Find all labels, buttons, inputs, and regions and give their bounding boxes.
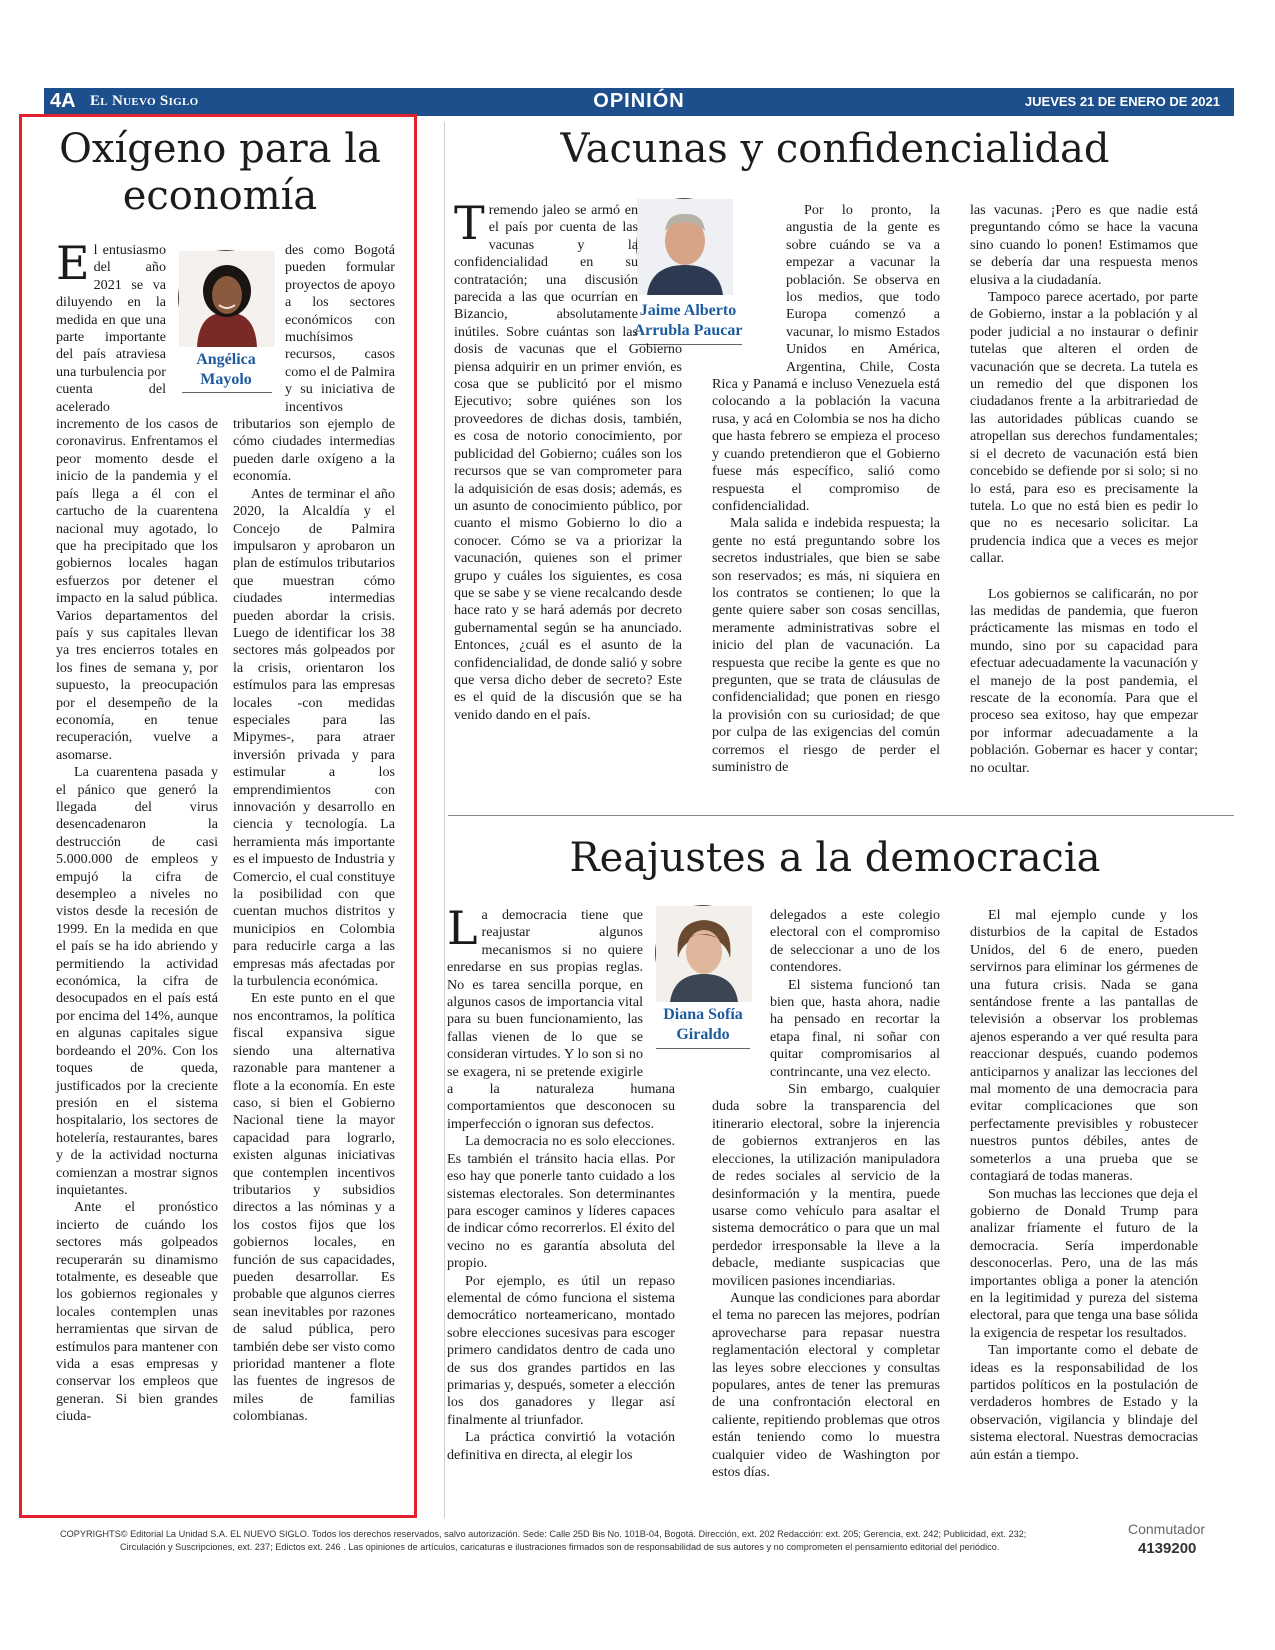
article3-paragraph: El mal ejemplo cunde y los disturbios de la capital de Estados Unidos, del 6 de enero, pueden servirnos para eliminar los gérmenes de una futura crisis. Nada se gana sentándose frente a las pantallas de televisión a observar los problemas ajenos esperando a ver qué resulta para reaccionar después, cuando podemos anticiparnos y analizar las lecciones del mal momento de una democracia para evitar complicaciones que son perfectamente previsibles y robustecer nuestros puntos débiles, antes de someterlos a una prueba que se contagiará de todas maneras. (970, 907, 1198, 1185)
article-divider (448, 815, 1234, 816)
article1-column-2 (233, 242, 395, 1490)
masthead: El Nuevo Siglo (90, 93, 199, 109)
article3-paragraph: El sistema funcionó tan bien que, hasta ahora, nadie ha pensado en recortar la etapa final, ni soñar con quitar compromisarios al contrincante, una vez electo. (770, 976, 940, 1080)
article2-paragraph: Tampoco parece acertado, por parte de Gobierno, instar a la población y al poder judicial a no instaurar o definir tutelas que alteren el orden de vacunación que se decreta. La tutela es un remedio del que disponen los ciudadanos frente a la arbitrariedad de las autoridades públicas cuando se atropellan sus derechos fundamentales; si el decreto de vacunación está bien concebido se defiende por si solo; si no lo está, para eso es precisamente la tutela. Lo que no está bien es pedir lo que no es necesario solicitar. La prudencia indica que a veces es mejor callar. (970, 289, 1198, 567)
section-title: OPINIÓN (593, 90, 685, 112)
article3-paragraph: Sin embargo, cualquier duda sobre la transparencia del itinerario electoral, sobre la injerencia de gobiernos extranjeros en las elecciones, la utilización manipuladora de redes sociales al servicio de la desinformación y la mentira, puede usarse como vehículo para asaltar el sistema democrático o para que un mal perdedor irresponsable la lleve a la debacle, mediante suspicacias que movilicen pasiones incendiarias. (712, 1081, 940, 1289)
article3-author-name: Diana Sofía Giraldo (663, 1006, 743, 1043)
article2-headline: Vacunas y confidencialidad (560, 126, 1110, 172)
article2-paragraph: Por lo pronto, la angustia de la gente es sobre cuándo se va a empezar a vacunar la población. Se observa en los medios, que todo Europa comenzó a vacunar, lo mismo Estados Unidos en América, Argentina, Chile, Costa Rica y Panamá e incluso Venezuela está colocando a la población la vacuna rusa, y acá en Colombia se nos ha dicho que hasta febrero se empieza el proceso y cuando pretendieron que el Gobierno fuese más específico, salió como respuesta el compromiso de confidencialidad. (712, 202, 940, 514)
article3-paragraph: La democracia no es solo elecciones. Es también el tránsito hacia ellas. Por eso hay que ponerle tanto cuidado a los sistemas electorales. Son determinantes para escoger caminos y líderes capaces de indicar cómo recorrerlos. El éxito del vecino no es garantía absoluta del propio. (447, 1133, 675, 1272)
article3-paragraph: Tan importante como el debate de ideas es la responsabilidad de los partidos políticos en la postulación de verdaderos hombres de Estado y la observación, vigilancia y blindaje del sistema electoral. Nuestras democracias aún están a tiempo. (970, 1342, 1198, 1463)
column-divider (444, 122, 445, 1518)
article1-paragraph: des como Bogotá pueden formular proyectos de apoyo a los sectores económicos con muchísimos recursos, casos como el de Palmira y su iniciativa de incentivos tributarios son ejemplo de cómo ciudades intermedias pueden darle oxígeno a la economía. (233, 242, 395, 485)
article2-paragraph: Mala salida e indebida respuesta; la gente no está preguntando sobre los secretos industriales, que bien se sabe son reservados; es más, ni siquiera en los contratos se contienen; lo que la gente quiere saber son cosas sencillas, meramente administrativas sobre el inicio del plan de vacunación. La respuesta que recibe la gente es que no pregunten, que se trata de cláusulas de confidencialidad; que ponen en riesgo la provisión con su curiosidad; de que por culpa de las exigencias del común corremos el riesgo de perder el suministro de (712, 515, 940, 775)
article2-column-2 (712, 202, 940, 775)
article1-paragraph: Ante el pronóstico incierto de cuándo los sectores más golpeados recuperarán su dinamismo totalmente, es deseable que los gobiernos regionales y locales contemplen unas herramientas que sirvan de estímulos para mantener con vida a esas empresas y conservar los empleos que generan. Si bien grandes ciuda- (56, 1199, 218, 1425)
article1-author-name: Angélica Mayolo (196, 351, 256, 388)
article2-column-1 (454, 196, 682, 757)
article1-headline: Oxígeno para la economía (59, 126, 381, 220)
article3-headline: Reajustes a la democracia (569, 835, 1101, 881)
article3-column-1 (447, 901, 675, 1497)
article3-paragraph: Por ejemplo, es útil un repaso elemental de cómo funciona el sistema democrático norteamericano, montado sobre elecciones sucesivas para escoger primero candidatos dentro de cada uno de sus dos grandes partidos en las primarias y, después, someter a elección los dos ganadores y llegar así finalmente al triunfador. (447, 1272, 675, 1428)
article3-paragraph: Son muchas las lecciones que deja el gobierno de Donald Trump para analizar fríamente el futuro de la democracia. Sería imperdonable desconocerlas. Pero, una de las más importantes obliga a poner la atención en la legitimidad y pureza del sistema electoral, para que tenga una base sólida la exigencia de respetar los resultados. (970, 1185, 1198, 1341)
copyright-footer: COPYRIGHTS© Editorial La Unidad S.A. EL NUEVO SIGLO. Todos los derechos reservados, salvo autorización. Sede: Calle 25D Bis No. 101B-04, Bogotá. Dirección, ext. 202 Redacción: ext. 205; Gerencia, ext. 242; Publicidad, ext. 232; Circulación y Suscripciones, ext. 237; Edictos ext. 246 . Las opiniones de artículos, caricaturas e ilustraciones firmados son de responsabilidad de sus autores y no comprometen el pensamiento editorial del periódico. (60, 1529, 1027, 1552)
article2-paragraph: Los gobiernos se calificarán, no por las medidas de pandemia, que fueron prácticamente las mismas en todo el mundo, sino por su capacidad para efectuar adecuadamente la vacunación y el manejo de la post pandemia, el rescate de la economía. Para que el proceso sea exitoso, hay que empezar por informar adecuadamente a la población. Gobernar es hacer y contar; no ocultar. (970, 585, 1198, 776)
article3-dropcap: L (447, 901, 478, 955)
switchboard-label: Conmutador (1128, 1521, 1206, 1537)
article2-dropcap: T (454, 196, 485, 250)
switchboard-number: 4139200 (1138, 1540, 1197, 1557)
page-header-bar (44, 88, 1234, 116)
issue-date: JUEVES 21 DE ENERO DE 2021 (1024, 94, 1220, 109)
article2-paragraph: remendo jaleo se armó en el país por cuenta de las vacunas y la confidencialidad en su contratación; una discusión parecida a las que ocurrían en Bizancio, absolutamente inútiles. Sobre cuántas son las dosis de vacunas que el Gobierno piensa adquirir en un primer envión, es cosa que se publicitó por el mismo Ejecutivo; sobre quiénes son los proveedores de dichas dosis, también, es cosa de notorio conocimiento, por publicidad del Gobierno; cuáles son los recursos que se van comprometer para la adquisición de esas dosis; además, es un asunto de conocimiento público, por cuanto el mismo Gobierno lo dio a conocer. Cómo se va a priorizar la vacunación, quienes son el primer grupo y cuáles los siguientes, es cosa que se sabe y se viene recalcando desde hace rato y se hará además por decreto gubernamental según se ha anunciado. Entonces, ¿cuál es el asunto de la confidencialidad, de donde salió y sobre que versa dicho deber de secreto? Este es el quid de la discusión que se ha venido dando en el país. (454, 202, 682, 723)
article3-column-2 (712, 907, 940, 1497)
article1-dropcap: E (56, 236, 90, 290)
article1-paragraph: Antes de terminar el año 2020, la Alcaldía y el Concejo de Palmira impulsaron y aprobaron un plan de estímulos tributarios que muestran cómo ciudades intermedias pueden abordar la crisis. Luego de identificar los 38 sectores más golpeados por la crisis, orientaron los estímulos para las empresas locales -con medidas especiales para las Mipymes-, para atraer inversión privada y para estimular a los emprendimientos con innovación y desarrollo en ciencia y tecnología. La herramienta más importante es el impuesto de Industria y Comercio, el cual constituye la posibilidad con que cuentan muchos distritos y municipios en Colombia para reducirle carga a las empresas más afectadas por la turbulencia económica. (233, 485, 395, 990)
article3-paragraph: Aunque las condiciones para abordar el tema no parecen las mejores, podrían aprovecharse para repasar nuestra reglamentación electoral y completar las leyes sobre elecciones y consultas populares, antes de tener las premuras de una confrontación electoral en caliente, repitiendo problemas que otros están teniendo como lo muestra cualquier video de Washington por estos días. (712, 1289, 940, 1480)
page-number: 4A (50, 90, 76, 112)
article1-paragraph: La cuarentena pasada y el pánico que generó la llegada del virus desencadenaron la destrucción de casi 5.000.000 de empleos y empujó la cifra de desempleo a niveles no vistos desde la recesión de 1999. En la medida en que el país se ha ido abriendo y permitiendo la actividad económica, la cifra de desocupados en el país está por encima del 14%, aunque en algunas capitales sigue bordeando el 20%. Con los toques de queda, justificados por la creciente presión en el sistema hospitalario, los sectores de hotelería, restaurantes, bares y de la actividad nocturna comienzan a mostrar signos inquietantes. (56, 764, 218, 1198)
article2-author-name: Jaime Alberto Arrubla Paucar (633, 302, 743, 339)
article2-column-3 (970, 202, 1198, 776)
article3-paragraph: a democracia tiene que reajustar algunos mecanismos si no quiere enredarse en sus propias reglas. No es tarea sencilla porque, en algunos casos de importancia vital para su buen funcionamiento, las fallas vienen de lo que se consideran virtudes. Y lo son si no se exagera, ni se pretende exigirle a la naturaleza humana comportamientos que desconocen su imperfección o ignoran sus defectos. (447, 907, 675, 1132)
article3-column-3 (970, 907, 1198, 1497)
article3-paragraph: delegados a este colegio electoral con el compromiso de seleccionar a uno de los contendores. (770, 907, 940, 976)
article1-column-1 (56, 236, 218, 1490)
article3-paragraph: La práctica convirtió la votación definitiva en directa, al elegir los (447, 1429, 675, 1463)
article1-paragraph: En este punto en el que nos encontramos, la política fiscal expansiva sigue siendo una alternativa razonable para mantener a flote a la economía. En este caso, si bien el Gobierno Nacional tiene la mayor capacidad para lograrlo, existen algunas iniciativas que contemplen incentivos tributarios y subsidios directos a las nóminas y a los costos fijos que los gobiernos locales, en función de sus capacidades, pueden desarrollar. Es probable que algunos cierres sean inevitables por razones de salud pública, pero también debe ser visto como prioridad mantener a flote las fuentes de ingresos de miles de familias colombianas. (233, 990, 395, 1425)
article2-paragraph: las vacunas. ¡Pero es que nadie está preguntando cómo se hace la vacuna sino cuando lo ponen! Estimamos que se debería dar una respuesta menos elusiva a la ciudadanía. (970, 202, 1198, 288)
article1-paragraph: l entusiasmo del año 2021 se va diluyendo en la medida en que una parte importante del país atraviesa una turbulencia por cuenta del acelerado incremento de los casos de coronavirus. Enfrentamos el peor momento desde el inicio de la pandemia y el país llega a él con el cartucho de la cuarentena nacional muy agotado, lo que ha precipitado que los gobiernos locales hagan esfuerzos por detener el impacto en la salud pública. Varios departamentos del país y sus capitales llevan ya tres encierros totales en los fines de semana y, por supuesto, la preocupación por el desempeño de la economía, en tenue recuperación, vuelve a asomarse. (56, 242, 218, 763)
